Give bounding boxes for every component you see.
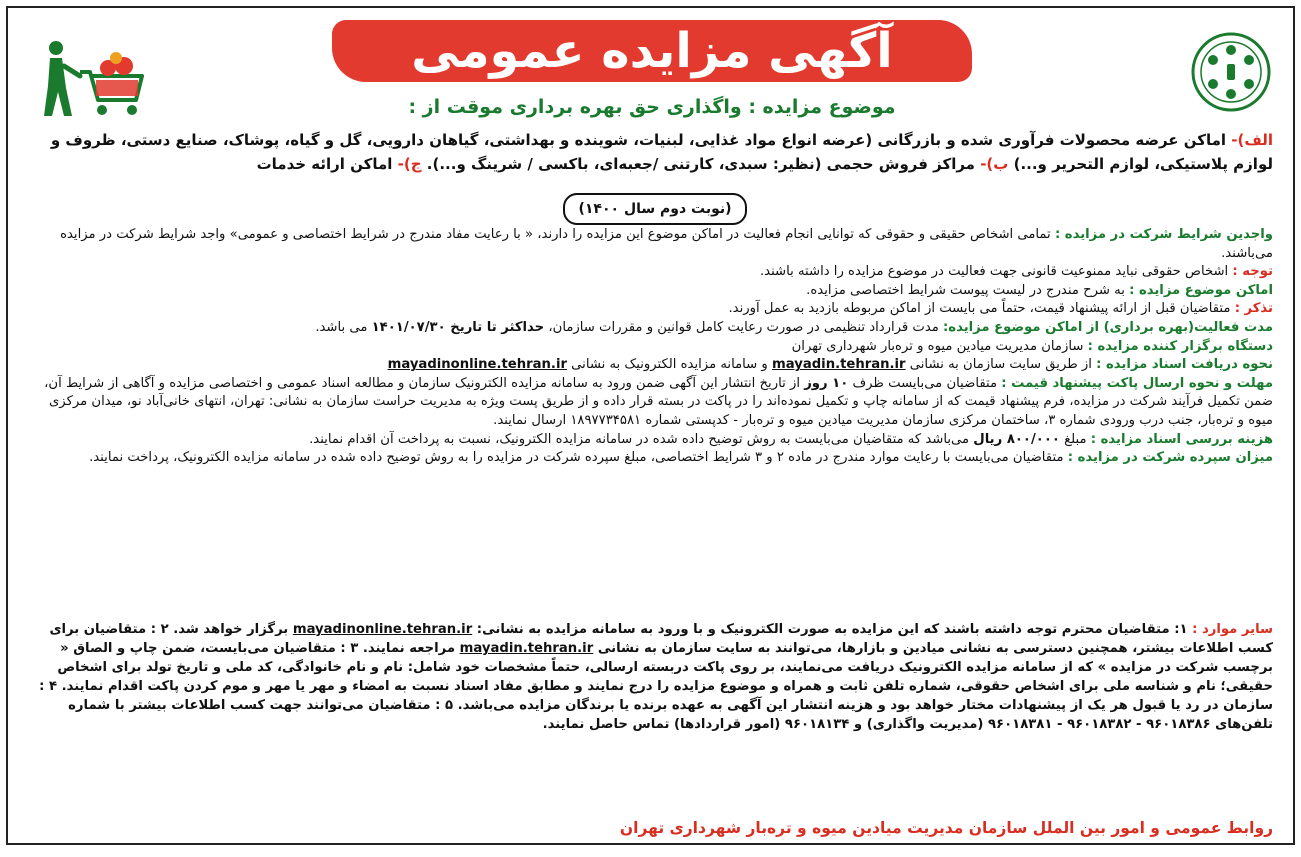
docs-link-site[interactable]: mayadin.tehran.ir	[772, 357, 906, 373]
notice-page	[6, 6, 1295, 845]
footer-credit: روابط عمومی و امور بین الملل سازمان مدیریت میادین میوه و تره‌بار شهرداری تهران	[619, 819, 1273, 837]
places-label: اماکن موضوع مزایده :	[1129, 282, 1273, 298]
note-text: اشخاص حقوقی نباید ممنوعیت قانونی جهت فعالیت در موضوع مزایده را داشته باشند.	[759, 264, 1229, 280]
reminder-paragraph	[28, 300, 1273, 319]
other-items	[28, 620, 1273, 734]
other-item3: ۳ : متقاضیان می‌بایست، ضمن چاپ و الصاق « برچسب شرکت در مزایده » که از سامانه مزایده الکترونیک دریافت می‌نمایند، بر روی پاکت دربسته ارسالی، حتماً مشخصات خود شامل: نام و نام خانوادگی، کد ملی و تاریخ تولد برای اشخاص حقیقی؛ نام و شناسه ملی برای اشخاص حقوقی، شماره تلفن ثابت و همراه و موضوع مزایده را درج نمایند و مطابق مفاد اسناد نسبت به امضاء و مهر یا مهر و موم کردن پاکت اقدام نمایند.	[57, 641, 1273, 694]
other-item1-end: برگزار خواهد شد.	[173, 622, 289, 637]
docs-link-online[interactable]: mayadinonline.tehran.ir	[387, 357, 567, 373]
other-label: سایر موارد :	[1192, 622, 1273, 637]
deposit-text: متقاضیان می‌بایست با رعایت موارد مندرج در ماده ۲ و ۳ شرایط اختصاصی، مبلغ سپرده شرکت در مزایده را به روش توضیح داده شده در سامانه مزایده الکترونیک، پرداخت نمایند.	[89, 450, 1064, 466]
item-b-text: مراکز فروش حجمی (نظیر: سبدی، کارتنی /جعبه‌ای، باکسی / شرینگ و...).	[426, 155, 975, 173]
other-item1-link[interactable]: mayadinonline.tehran.ir	[292, 622, 473, 637]
item-a-text: اماکن عرضه محصولات فرآوری شده و بازرگانی (عرضه انواع مواد غذایی، لبنیات، شوینده و بهداشتی، گیاهان دارویی، گل و گیاه، پوشاک، صنایع دستی، ظروف و لوازم پلاستیکی، لوازم التحریر و...)	[50, 131, 1273, 173]
cost-text2: می‌باشد که متقاضیان می‌بایست به روش توضیح داده شده در سامانه مزایده الکترونیک، نسبت به پرداخت آن اقدام نمایند.	[309, 431, 970, 447]
organizer-label: دستگاه برگزار کننده مزایده :	[1087, 338, 1273, 354]
eligibility-label: واجدین شرایط شرکت در مزایده :	[1054, 227, 1273, 242]
item-a-label: الف)-	[1231, 131, 1273, 149]
duration-end: می باشد.	[315, 319, 368, 335]
conditions-body	[28, 226, 1273, 468]
cost-text1: مبلغ	[1064, 431, 1087, 447]
deadline-days: ۱۰ روز	[804, 375, 849, 391]
places-text: به شرح مندرج در لیست پیوست شرایط اختصاصی مزایده.	[806, 282, 1125, 298]
docs-text2: و سامانه مزایده الکترونیک به نشانی	[571, 357, 768, 373]
deadline-paragraph	[28, 375, 1273, 431]
item-c-label: ج)-	[397, 155, 422, 173]
note-paragraph	[28, 263, 1273, 282]
item-c-text: اماکن ارائه خدمات	[256, 155, 393, 173]
reminder-label: تذکر :	[1234, 301, 1273, 317]
duration-label: مدت فعالیت(بهره برداری) از اماکن موضوع مزایده:	[943, 319, 1273, 335]
header	[22, 16, 1279, 124]
eligibility-paragraph	[28, 226, 1273, 263]
deadline-text1: متقاضیان می‌بایست ظرف	[852, 375, 998, 391]
round-badge: (نوبت دوم سال ۱۴۰۰)	[563, 193, 747, 225]
duration-text: مدت قرارداد تنظیمی در صورت رعایت کامل قوانین و مقررات سازمان،	[548, 319, 939, 335]
organizer-paragraph	[28, 338, 1273, 357]
title-banner	[332, 20, 972, 82]
other-item1: ۱: متقاضیان محترم توجه داشته باشند که این مزایده به صورت الکترونیک و با ورود به سامانه مزایده به نشانی:	[476, 622, 1188, 637]
deadline-label: مهلت و نحوه ارسال پاکت پیشنهاد قیمت :	[1001, 375, 1273, 391]
deadline-text2: از تاریخ انتشار این آگهی ضمن ورود به سامانه مزایده الکترونیک سازمان و مطالعه اسناد عمومی و اختصاصی مزایده و آگاهی از شرایط آن، ضمن تکمیل فرآیند شرکت در مزایده، فرم پیشنهاد قیمت که از سامانه چاپ و تکمیل نموده‌اند را در پاکت در بسته قرار داده و از طریق پست ویژه به مدیریت حراست سازمان به نشانی: تهران، انتهای خانی‌آباد نو، میدان مرکزی میوه و تره‌بار، جنب درب ورودی شماره ۳، ساختمان مرکزی سازمان مدیریت میادین میوه و تره‌بار - کدپستی شماره ۱۸۹۷۷۳۴۵۸۱ ارسال نمایند.	[44, 375, 1273, 428]
cost-paragraph	[28, 431, 1273, 450]
docs-text1: از طریق سایت سازمان به نشانی	[909, 357, 1092, 373]
deposit-label: میزان سپرده شرکت در مزایده :	[1067, 450, 1273, 466]
eligibility-text: تمامی اشخاص حقیقی و حقوقی که توانایی انجام فعالیت در اماکن موضوع این مزایده را دارند، « با رعایت مفاد مندرج در شرایط اختصاصی و عمومی» واجد شرایط شرکت در مزایده می‌باشند.	[60, 227, 1273, 261]
other-item2-end: مراجعه نمایند.	[362, 641, 456, 656]
other-item2: ۲ : متقاضیان برای کسب اطلاعات بیشتر، همچنین دسترسی به نشانی میادین و بازارها، می‌توانند به سایت سازمان به نشانی	[49, 622, 1273, 656]
other-item5: ۵ : متقاضیان می‌توانند جهت کسب اطلاعات بیشتر با شماره تلفن‌های ۹۶۰۱۸۳۸۶ - ۹۶۰۱۸۳۸۲ - ۹۶۰۱۸۳۸۱ (مدیریت واگذاری) و ۹۶۰۱۸۱۳۴ (امور قراردادها) تماس حاصل نمایند.	[68, 698, 1273, 732]
item-b-label: ب)-	[980, 155, 1009, 173]
tehran-municipality-logo	[1189, 30, 1273, 114]
cost-amount: ۸۰۰/۰۰۰ ریال	[973, 431, 1060, 447]
note-label: توجه :	[1232, 264, 1273, 280]
organizer-text: سازمان مدیریت میادین میوه و تره‌بار شهرداری تهران	[791, 338, 1084, 354]
other-item2-link[interactable]: mayadin.tehran.ir	[459, 641, 594, 656]
reminder-text: متقاضیان قبل از ارائه پیشنهاد قیمت، حتماً می بایست از اماکن مربوطه بازدید به عمل آورند.	[728, 301, 1231, 317]
duration-deadline: حداکثر تا تاریخ ۱۴۰۱/۰۷/۳۰	[371, 319, 545, 335]
deposit-paragraph	[28, 449, 1273, 468]
auction-subject: موضوع مزایده : واگذاری حق بهره برداری موقت از :	[408, 96, 896, 118]
duration-paragraph	[28, 319, 1273, 338]
shopping-cart-person-icon	[36, 36, 146, 120]
page-title: آگهی مزایده عمومی	[411, 23, 893, 79]
cost-label: هزینه بررسی اسناد مزایده :	[1090, 431, 1273, 447]
docs-label: نحوه دریافت اسناد مزایده :	[1096, 357, 1273, 373]
places-paragraph	[28, 282, 1273, 301]
docs-paragraph	[28, 356, 1273, 375]
other-item4: ۴ : سازمان در رد یا قبول هر یک از پیشنهادات مختار خواهد بود و هزینه انتشار این آگهی به عهده برنده یا برندگان مزایده می‌باشد.	[39, 679, 1273, 713]
auction-items	[28, 128, 1273, 176]
